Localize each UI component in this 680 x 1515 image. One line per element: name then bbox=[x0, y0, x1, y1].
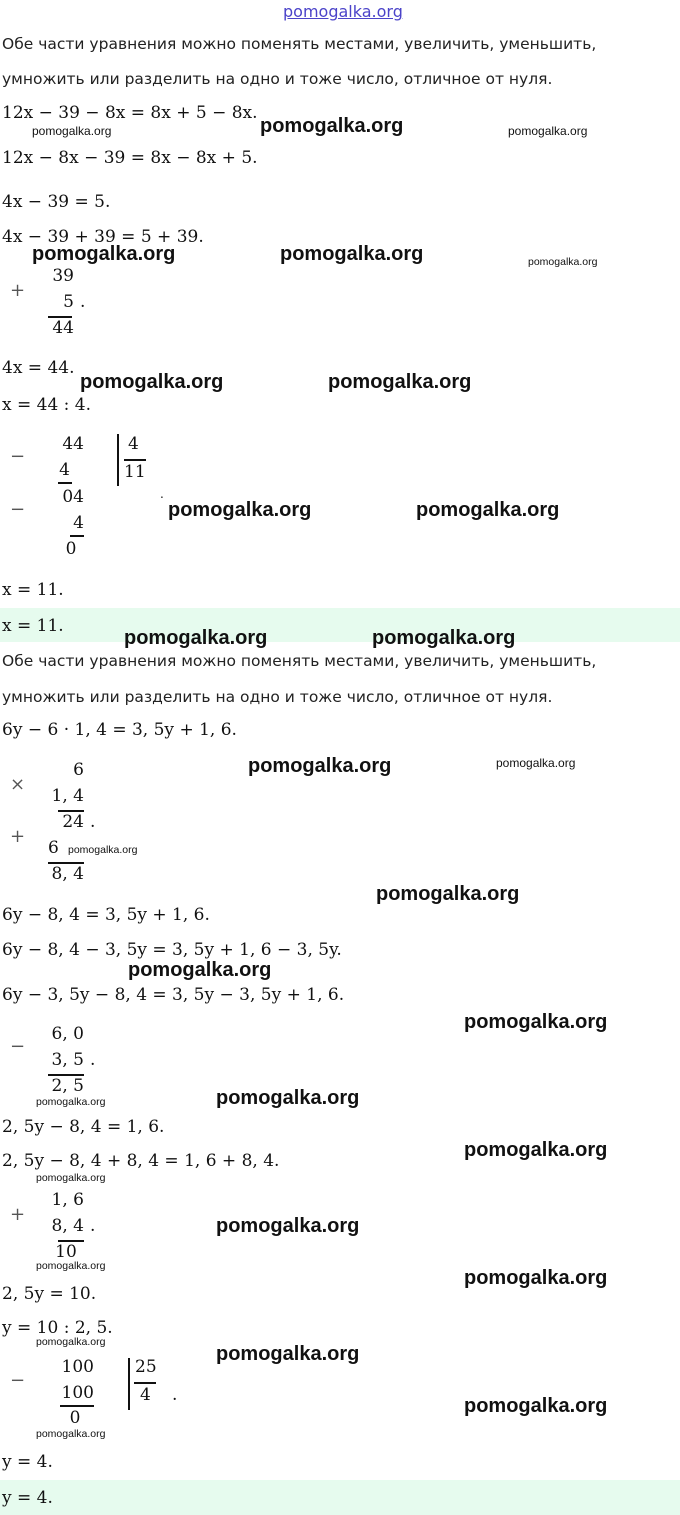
watermark: pomogalka.org bbox=[32, 124, 112, 138]
period: . bbox=[90, 1050, 96, 1070]
watermark: pomogalka.org bbox=[416, 499, 560, 521]
watermark: pomogalka.org bbox=[372, 627, 516, 649]
underline bbox=[60, 1405, 94, 1407]
partial-product: 6 bbox=[48, 838, 59, 858]
watermark: pomogalka.org bbox=[128, 959, 272, 981]
answer: y = 4. bbox=[2, 1488, 53, 1508]
equation: 12x − 39 − 8x = 8x + 5 − 8x. bbox=[2, 103, 258, 123]
quotient: 4 bbox=[140, 1385, 151, 1405]
equation: 2, 5y − 8, 4 + 8, 4 = 1, 6 + 8, 4. bbox=[2, 1151, 280, 1171]
watermark: pomogalka.org bbox=[168, 499, 312, 521]
equation: x = 11. bbox=[2, 580, 64, 600]
period: . bbox=[80, 292, 86, 312]
watermark: pomogalka.org bbox=[464, 1139, 608, 1161]
plus-sign: + bbox=[10, 280, 26, 301]
period: . bbox=[90, 812, 96, 832]
difference: 2, 5 bbox=[51, 1076, 84, 1096]
equation: 4x − 39 = 5. bbox=[2, 192, 111, 212]
equation: x = 44 : 4. bbox=[2, 395, 92, 415]
equation: 2, 5y − 8, 4 = 1, 6. bbox=[2, 1117, 165, 1137]
quotient-line bbox=[124, 459, 146, 461]
watermark: pomogalka.org bbox=[496, 756, 576, 770]
equation: 12x − 8x − 39 = 8x − 8x + 5. bbox=[2, 148, 258, 168]
factor: 1, 4 bbox=[51, 786, 84, 806]
dividend: 44 bbox=[62, 434, 84, 454]
subtrahend: 100 bbox=[61, 1383, 94, 1403]
watermark: pomogalka.org bbox=[528, 256, 598, 268]
watermark: pomogalka.org bbox=[36, 1172, 106, 1184]
minus-sign: − bbox=[10, 446, 26, 467]
remainder: 04 bbox=[62, 487, 84, 507]
equation: 2, 5y = 10. bbox=[2, 1284, 97, 1304]
period: . bbox=[172, 1385, 178, 1405]
watermark: pomogalka.org bbox=[68, 844, 138, 856]
watermark: pomogalka.org bbox=[216, 1087, 360, 1109]
watermark: pomogalka.org bbox=[464, 1395, 608, 1417]
watermark: pomogalka.org bbox=[216, 1215, 360, 1237]
sum: 10 bbox=[55, 1242, 77, 1262]
watermark: pomogalka.org bbox=[80, 371, 224, 393]
quotient: 11 bbox=[124, 462, 146, 482]
answer-highlight bbox=[0, 608, 680, 642]
division-bar bbox=[128, 1358, 130, 1410]
underline bbox=[58, 482, 72, 484]
rule-text-line2: умножить или разделить на одно и тоже число, отличное от нуля. bbox=[2, 688, 553, 706]
watermark: pomogalka.org bbox=[216, 1343, 360, 1365]
watermark: pomogalka.org bbox=[36, 1428, 106, 1440]
underline bbox=[70, 535, 84, 537]
addend: 8, 4 bbox=[51, 1216, 84, 1236]
watermark: pomogalka.org bbox=[464, 1267, 608, 1289]
answer-highlight bbox=[0, 1480, 680, 1515]
watermark: pomogalka.org bbox=[36, 1336, 106, 1348]
watermark: pomogalka.org bbox=[508, 124, 588, 138]
plus-sign: + bbox=[10, 826, 26, 847]
equation: 6y − 6 · 1, 4 = 3, 5y + 1, 6. bbox=[2, 720, 237, 740]
divisor: 4 bbox=[128, 434, 139, 454]
equation: y = 10 : 2, 5. bbox=[2, 1318, 113, 1338]
equation: 6y − 8, 4 = 3, 5y + 1, 6. bbox=[2, 905, 210, 925]
equation: 6y − 8, 4 − 3, 5y = 3, 5y + 1, 6 − 3, 5y. bbox=[2, 940, 342, 960]
partial-product: 24 bbox=[62, 812, 84, 832]
equation: 6y − 3, 5y − 8, 4 = 3, 5y − 3, 5y + 1, 6. bbox=[2, 985, 345, 1005]
period: . bbox=[90, 1216, 96, 1236]
addend: 39 bbox=[52, 266, 74, 286]
watermark: pomogalka.org bbox=[280, 243, 424, 265]
addend: 1, 6 bbox=[51, 1190, 84, 1210]
watermark: pomogalka.org bbox=[124, 627, 268, 649]
minuend: 6, 0 bbox=[51, 1024, 84, 1044]
rule-text-line2: умножить или разделить на одно и тоже число, отличное от нуля. bbox=[2, 70, 553, 88]
subtrahend: 4 bbox=[59, 460, 70, 480]
watermark: pomogalka.org bbox=[36, 1260, 106, 1272]
rule-text-line1: Обе части уравнения можно поменять местами, увеличить, уменьшить, bbox=[2, 652, 597, 670]
equation: 4x = 44. bbox=[2, 358, 75, 378]
watermark: pomogalka.org bbox=[376, 883, 520, 905]
site-header-link[interactable]: pomogalka.org bbox=[283, 2, 403, 21]
watermark: pomogalka.org bbox=[328, 371, 472, 393]
remainder: 0 bbox=[65, 539, 77, 559]
subtrahend: 3, 5 bbox=[51, 1050, 84, 1070]
divisor: 25 bbox=[135, 1357, 157, 1377]
plus-sign: + bbox=[10, 1204, 26, 1225]
watermark: pomogalka.org bbox=[36, 1096, 106, 1108]
watermark: pomogalka.org bbox=[464, 1011, 608, 1033]
quotient-line bbox=[134, 1382, 156, 1384]
period: . bbox=[160, 487, 164, 501]
times-sign: × bbox=[10, 774, 26, 795]
minus-sign: − bbox=[10, 1370, 26, 1391]
equation: y = 4. bbox=[2, 1452, 53, 1472]
watermark: pomogalka.org bbox=[248, 755, 392, 777]
sum: 44 bbox=[52, 318, 74, 338]
division-bar bbox=[117, 434, 119, 486]
minus-sign: − bbox=[10, 1036, 26, 1057]
minus-sign: − bbox=[10, 499, 26, 520]
watermark: pomogalka.org bbox=[32, 243, 176, 265]
product: 8, 4 bbox=[51, 864, 84, 884]
subtrahend: 4 bbox=[73, 513, 84, 533]
addend: 5 bbox=[63, 292, 74, 312]
factor: 6 bbox=[73, 760, 84, 780]
remainder: 0 bbox=[69, 1408, 81, 1428]
answer: x = 11. bbox=[2, 616, 64, 636]
dividend: 100 bbox=[61, 1357, 94, 1377]
equation: 4x − 39 + 39 = 5 + 39. bbox=[2, 227, 204, 247]
rule-text-line1: Обе части уравнения можно поменять местами, увеличить, уменьшить, bbox=[2, 35, 597, 53]
watermark: pomogalka.org bbox=[260, 115, 404, 137]
